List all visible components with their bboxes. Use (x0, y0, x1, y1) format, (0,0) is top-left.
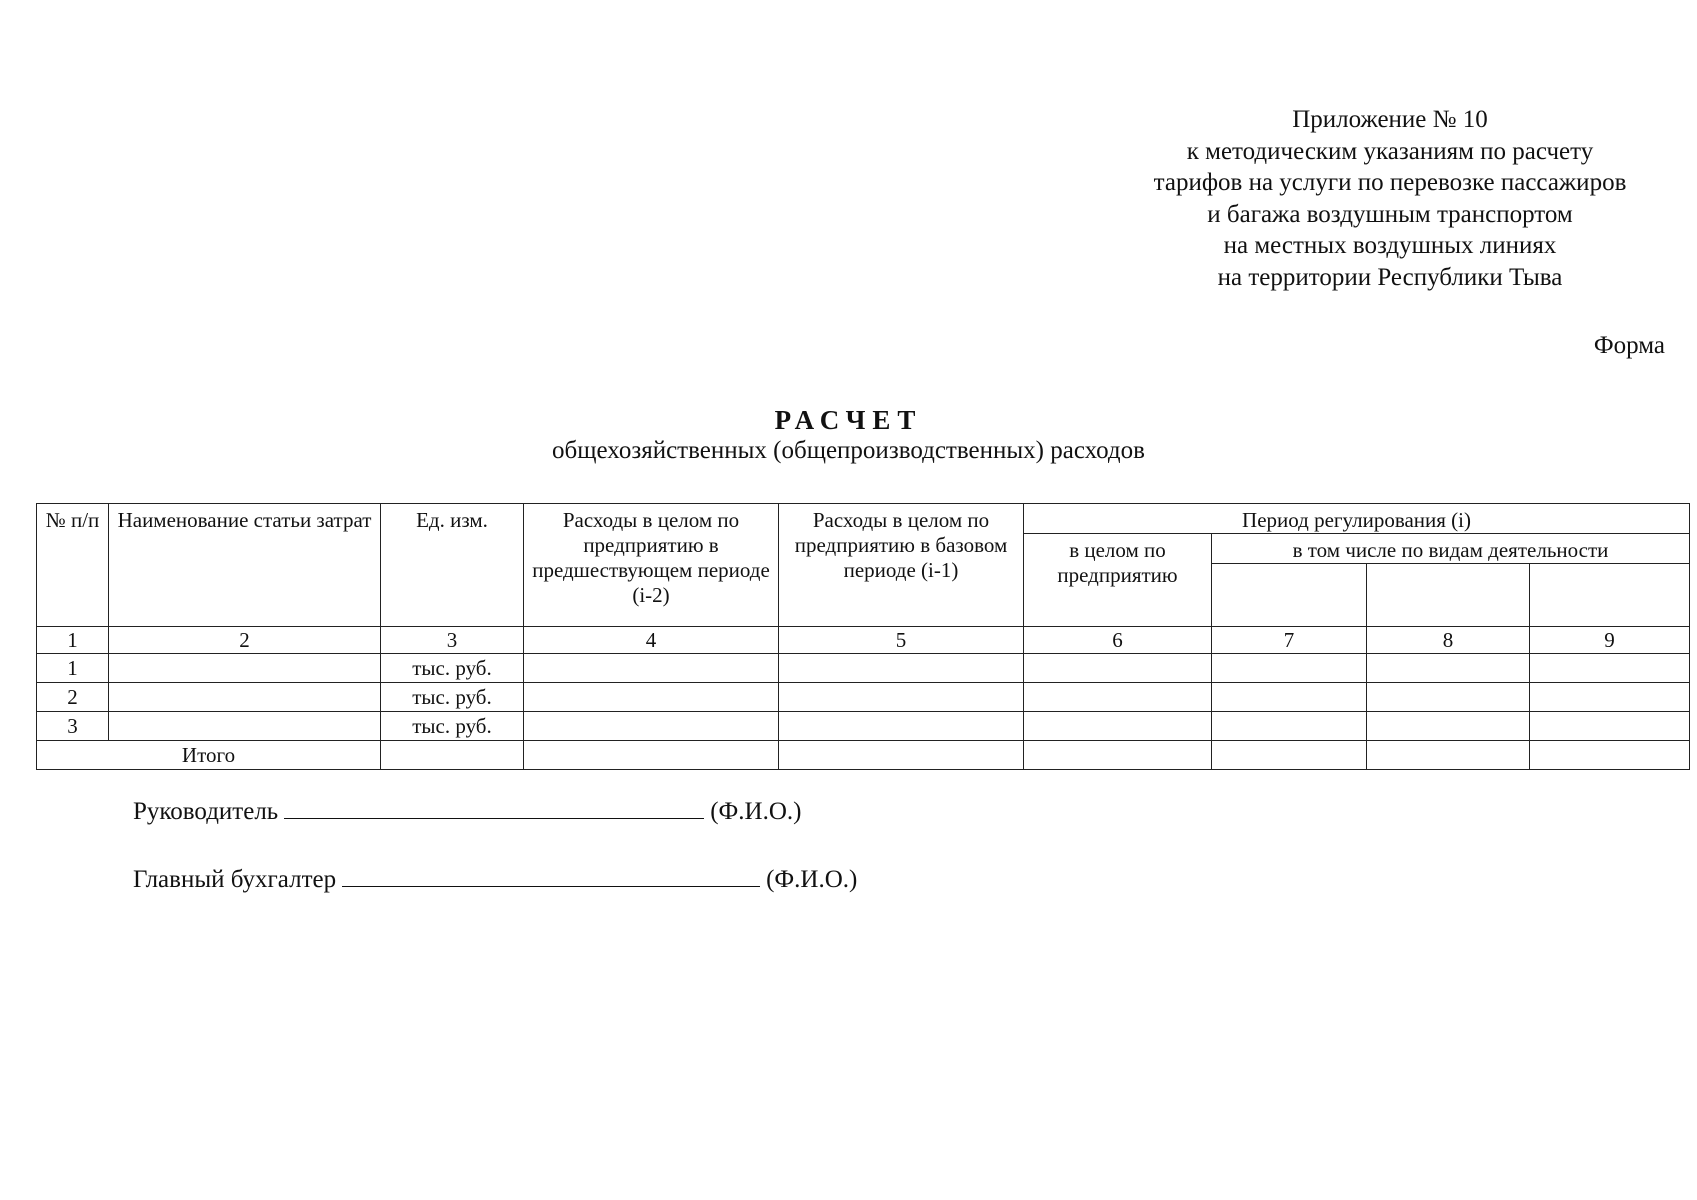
row-cell (1212, 712, 1367, 741)
header-activity-1 (1212, 564, 1367, 627)
row-num: 1 (37, 654, 109, 683)
row-cell (1212, 683, 1367, 712)
column-number: 2 (109, 627, 381, 654)
column-number: 4 (524, 627, 779, 654)
column-number: 9 (1530, 627, 1690, 654)
row-cell (524, 654, 779, 683)
header-base-period: Расходы в целом по предприятию в базовом периоде (i-1) (779, 504, 1024, 627)
header-regulation-period: Период регулирования (i) (1024, 504, 1690, 534)
table-row (37, 683, 1690, 712)
column-number: 8 (1367, 627, 1530, 654)
expenses-table (36, 503, 1690, 770)
header-activity-2 (1367, 564, 1530, 627)
total-row (37, 741, 1690, 770)
row-cell (1530, 741, 1690, 770)
column-number: 1 (37, 627, 109, 654)
header-unit: Ед. изм. (381, 504, 524, 627)
row-cost-item (109, 654, 381, 683)
row-cell (779, 654, 1024, 683)
column-number: 3 (381, 627, 524, 654)
column-number: 6 (1024, 627, 1212, 654)
header-line: и багажа воздушным транспортом (1207, 200, 1573, 228)
header-line: к методическим указаниям по расчету (1186, 137, 1594, 165)
row-unit: тыс. руб. (381, 683, 524, 712)
header-line: тарифов на услуги по перевозке пассажиров (1153, 169, 1627, 196)
row-cell (1530, 712, 1690, 741)
header-activity-3 (1530, 564, 1690, 627)
row-cell (1024, 654, 1212, 683)
director-fio: (Ф.И.О.) (710, 798, 802, 825)
table-row (37, 712, 1690, 741)
row-cell (1024, 712, 1212, 741)
row-cell (779, 741, 1024, 770)
accountant-signature-line (342, 866, 760, 887)
row-cell (1367, 741, 1530, 770)
row-unit: тыс. руб. (381, 654, 524, 683)
row-cell (381, 741, 524, 770)
form-label: Форма (1593, 332, 1665, 359)
document-title: РАСЧЕТ (774, 405, 923, 435)
header-cost-item: Наименование статьи затрат (109, 504, 381, 627)
column-number: 5 (779, 627, 1024, 654)
director-signature-line (284, 798, 704, 819)
total-label: Итого (37, 741, 381, 770)
row-cell (1024, 683, 1212, 712)
row-cell (779, 712, 1024, 741)
row-cell (1024, 741, 1212, 770)
row-cell (1530, 683, 1690, 712)
row-cell (1367, 654, 1530, 683)
row-cell (1212, 741, 1367, 770)
accountant-signature (133, 866, 857, 894)
column-number: 7 (1212, 627, 1367, 654)
header-num: № п/п (37, 504, 109, 627)
row-cell (524, 712, 779, 741)
table-row (37, 654, 1690, 683)
appendix-header (1100, 104, 1680, 293)
row-num: 3 (37, 712, 109, 741)
header-line: Приложение № 10 (1292, 106, 1488, 133)
accountant-label: Главный бухгалтер (133, 866, 337, 893)
row-cell (1530, 654, 1690, 683)
header-line: на местных воздушных линиях (1223, 232, 1557, 259)
row-cell (1212, 654, 1367, 683)
header-by-activity: в том числе по видам деятельности (1212, 534, 1690, 564)
row-cell (524, 741, 779, 770)
accountant-fio: (Ф.И.О.) (766, 866, 858, 893)
row-cell (1367, 712, 1530, 741)
header-prev-period: Расходы в целом по предприятию в предшествующем периоде (i-2) (524, 504, 779, 627)
row-cost-item (109, 712, 381, 741)
header-enterprise-total: в целом по предприятию (1024, 534, 1212, 627)
director-signature (133, 798, 801, 826)
column-numbers-row (37, 627, 1690, 654)
row-cell (1367, 683, 1530, 712)
row-cell (779, 683, 1024, 712)
director-label: Руководитель (133, 798, 279, 825)
row-num: 2 (37, 683, 109, 712)
row-cost-item (109, 683, 381, 712)
header-line: на территории Республики Тыва (1217, 263, 1563, 291)
row-cell (524, 683, 779, 712)
row-unit: тыс. руб. (381, 712, 524, 741)
document-subtitle: общехозяйственных (общепроизводственных) расходов (552, 437, 1145, 464)
